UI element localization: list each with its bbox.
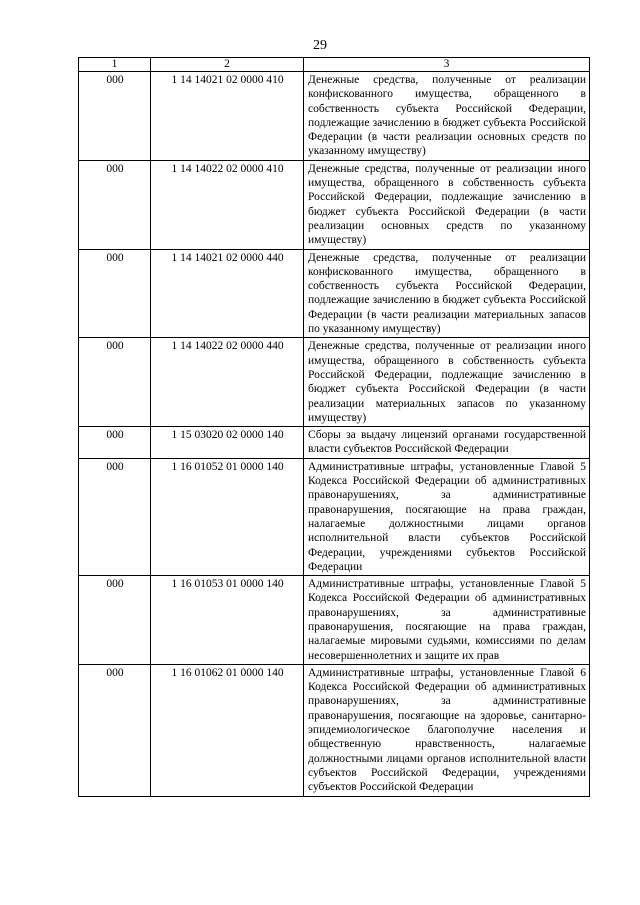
description-cell: Административные штрафы, установленные Главой 5 Кодекса Российской Федерации об административных правонарушениях, за административные правонарушения, посягающие на права граждан, налагаемые должностными лицами органов исполнительной власти субъектов Российской Федерации, учреждениями субъектов Российской Федерации — [304, 458, 590, 575]
admin-code-cell: 000 — [79, 576, 151, 665]
admin-code-cell: 000 — [79, 160, 151, 249]
description-cell: Денежные средства, полученные от реализации иного имущества, обращенного в собственность субъекта Российской Федерации, подлежащие зачислению в бюджет субъекта Российской Федерации (в части реализации основных средств по указанному имуществу) — [304, 160, 590, 249]
page-number: 29 — [313, 38, 327, 53]
table-header-row — [79, 58, 590, 72]
description-cell: Денежные средства, полученные от реализации конфискованного имущества, обращенного в собственность субъекта Российской Федерации, подлежащие зачислению в бюджет субъекта Российской Федерации (в части реализации основных средств по указанному имуществу) — [304, 72, 590, 161]
kbk-code-cell: 1 16 01062 01 0000 140 — [151, 664, 304, 796]
description-cell: Административные штрафы, установленные Главой 5 Кодекса Российской Федерации об административных правонарушениях, за административные правонарушения, посягающие на права граждан, налагаемые мировыми судьями, комиссиями по делам несовершеннолетних и защите их прав — [304, 576, 590, 665]
revenue-code-table — [78, 57, 590, 797]
table-row — [79, 338, 590, 427]
admin-code-cell: 000 — [79, 664, 151, 796]
admin-code-cell: 000 — [79, 72, 151, 161]
admin-code-cell: 000 — [79, 338, 151, 427]
kbk-code-cell: 1 14 14022 02 0000 410 — [151, 160, 304, 249]
description-cell: Денежные средства, полученные от реализации конфискованного имущества, обращенного в собственность субъекта Российской Федерации, подлежащие зачислению в бюджет субъекта Российской Федерации (в части реализации материальных запасов по указанному имуществу) — [304, 249, 590, 338]
description-cell: Денежные средства, полученные от реализации иного имущества, обращенного в собственность субъекта Российской Федерации, подлежащие зачислению в бюджет субъекта Российской Федерации (в части реализации материальных запасов по указанному имуществу) — [304, 338, 590, 427]
admin-code-cell: 000 — [79, 249, 151, 338]
admin-code-cell: 000 — [79, 427, 151, 459]
kbk-code-cell: 1 16 01053 01 0000 140 — [151, 576, 304, 665]
description-cell: Административные штрафы, установленные Главой 6 Кодекса Российской Федерации об административных правонарушениях, за административные правонарушения, посягающие на здоровье, санитарно-эпидемиологическое благополучие населения и общественную нравственность, налагаемые должностными лицами органов исполнительной власти субъектов Российской Федерации, учреждениями субъектов Российской Федерации — [304, 664, 590, 796]
table-row — [79, 72, 590, 161]
kbk-code-cell: 1 16 01052 01 0000 140 — [151, 458, 304, 575]
column-header-1: 1 — [79, 58, 151, 72]
kbk-code-cell: 1 14 14021 02 0000 440 — [151, 249, 304, 338]
kbk-code-cell: 1 14 14022 02 0000 440 — [151, 338, 304, 427]
admin-code-cell: 000 — [79, 458, 151, 575]
kbk-code-cell: 1 15 03020 02 0000 140 — [151, 427, 304, 459]
table-row — [79, 249, 590, 338]
column-header-2: 2 — [151, 58, 304, 72]
table-row — [79, 458, 590, 575]
table-row — [79, 427, 590, 459]
table-row — [79, 664, 590, 796]
kbk-code-cell: 1 14 14021 02 0000 410 — [151, 72, 304, 161]
table-row — [79, 160, 590, 249]
description-cell: Сборы за выдачу лицензий органами государственной власти субъектов Российской Федерации — [304, 427, 590, 459]
column-header-3: 3 — [304, 58, 590, 72]
table-row — [79, 576, 590, 665]
